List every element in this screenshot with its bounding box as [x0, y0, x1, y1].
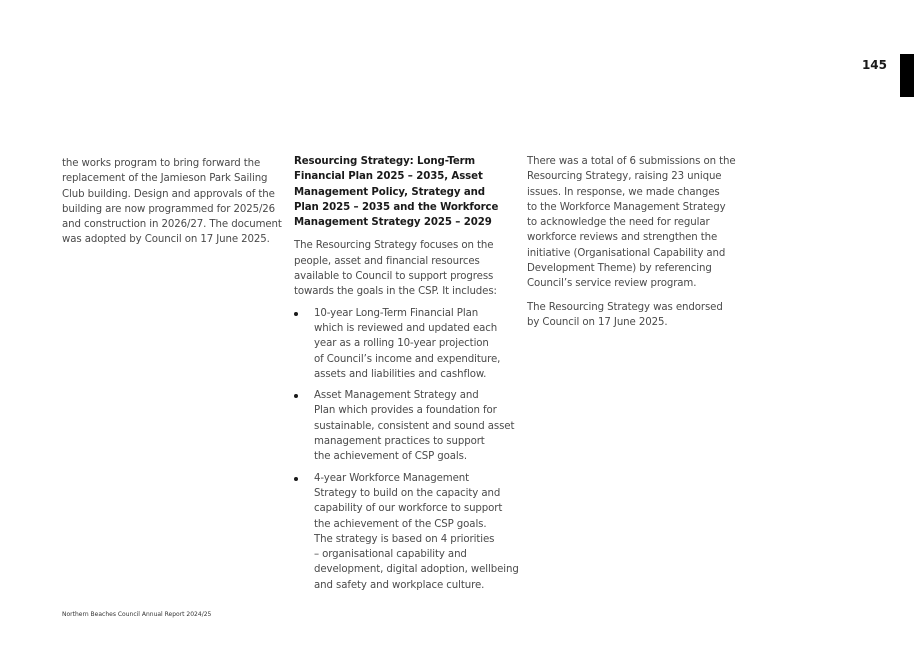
- text-line: assets and liabilities and cashflow.: [314, 368, 487, 380]
- heading-line: Management Strategy 2025 – 2029: [294, 217, 492, 229]
- bullet-item-asset-management: [294, 388, 515, 464]
- text-line: Development Theme) by referencing: [527, 263, 712, 275]
- text-line: Asset Management Strategy and: [314, 390, 479, 402]
- heading-line: Financial Plan 2025 – 2035, Asset: [294, 171, 483, 183]
- heading-line: Plan 2025 – 2035 and the Workforce: [294, 201, 499, 213]
- paragraph-sailing-club: [62, 156, 282, 248]
- text-line: the works program to bring forward the: [62, 158, 261, 169]
- text-line: by Council on 17 June 2025.: [527, 316, 668, 328]
- text-line: Strategy to build on the capacity and: [314, 487, 501, 499]
- text-line: Club building. Design and approvals of the: [62, 188, 275, 200]
- bullet-list: [294, 306, 519, 593]
- bullet-icon: [294, 312, 298, 316]
- text-line: 10-year Long-Term Financial Plan: [314, 307, 479, 319]
- text-line: There was a total of 6 submissions on the: [527, 156, 736, 167]
- paragraph-endorsed: [527, 300, 727, 331]
- text-line: and safety and workplace culture.: [314, 579, 485, 591]
- heading-line: Management Policy, Strategy and: [294, 186, 485, 198]
- page-edge-tab: [900, 54, 914, 97]
- paragraph-submissions: [527, 154, 736, 292]
- column-3: [527, 154, 736, 338]
- text-line: capability of our workforce to support: [314, 503, 503, 515]
- text-line: people, asset and financial resources: [294, 255, 480, 267]
- text-line: of Council’s income and expenditure,: [314, 353, 501, 365]
- text-line: the achievement of CSP goals.: [314, 451, 467, 463]
- text-line: Council’s service review program.: [527, 278, 697, 290]
- text-line: to acknowledge the need for regular: [527, 217, 710, 229]
- bullet-item-financial-plan: [294, 306, 508, 382]
- column-2: [294, 154, 519, 599]
- text-line: issues. In response, we made changes: [527, 186, 720, 198]
- text-line: building are now programmed for 2025/26: [62, 203, 276, 215]
- text-line: available to Council to support progress: [294, 271, 494, 283]
- page-number: 145: [861, 58, 887, 72]
- text-line: Plan which provides a foundation for: [314, 405, 497, 417]
- text-line: The Resourcing Strategy focuses on the: [294, 240, 494, 252]
- text-line: towards the goals in the CSP. It includes:: [294, 286, 497, 298]
- bullet-icon: [294, 477, 298, 481]
- section-heading: [294, 154, 508, 230]
- text-line: replacement of the Jamieson Park Sailing: [62, 173, 268, 185]
- text-line: – organisational capability and: [314, 549, 467, 561]
- text-line: to the Workforce Management Strategy: [527, 201, 726, 213]
- column-1: [62, 156, 282, 256]
- text-line: sustainable, consistent and sound asset: [314, 420, 515, 432]
- text-line: development, digital adoption, wellbeing: [314, 564, 519, 576]
- text-line: The Resourcing Strategy was endorsed: [527, 301, 723, 313]
- text-line: 4-year Workforce Management: [314, 472, 470, 484]
- text-line: year as a rolling 10-year projection: [314, 338, 489, 350]
- page-footer: Northern Beaches Council Annual Report 2024/25: [62, 611, 212, 618]
- text-line: was adopted by Council on 17 June 2025.: [62, 234, 270, 246]
- text-line: the achievement of the CSP goals.: [314, 518, 487, 530]
- intro-paragraph: [294, 238, 508, 299]
- text-line: which is reviewed and updated each: [314, 322, 498, 334]
- bullet-item-workforce: [294, 471, 519, 593]
- text-line: initiative (Organisational Capability and: [527, 247, 726, 259]
- bullet-icon: [294, 394, 298, 398]
- text-line: management practices to support: [314, 436, 485, 448]
- text-line: workforce reviews and strengthen the: [527, 232, 718, 244]
- text-line: and construction in 2026/27. The document: [62, 219, 282, 231]
- text-line: The strategy is based on 4 priorities: [314, 533, 495, 545]
- text-line: Resourcing Strategy, raising 23 unique: [527, 171, 722, 183]
- heading-line: Resourcing Strategy: Long-Term: [294, 156, 476, 167]
